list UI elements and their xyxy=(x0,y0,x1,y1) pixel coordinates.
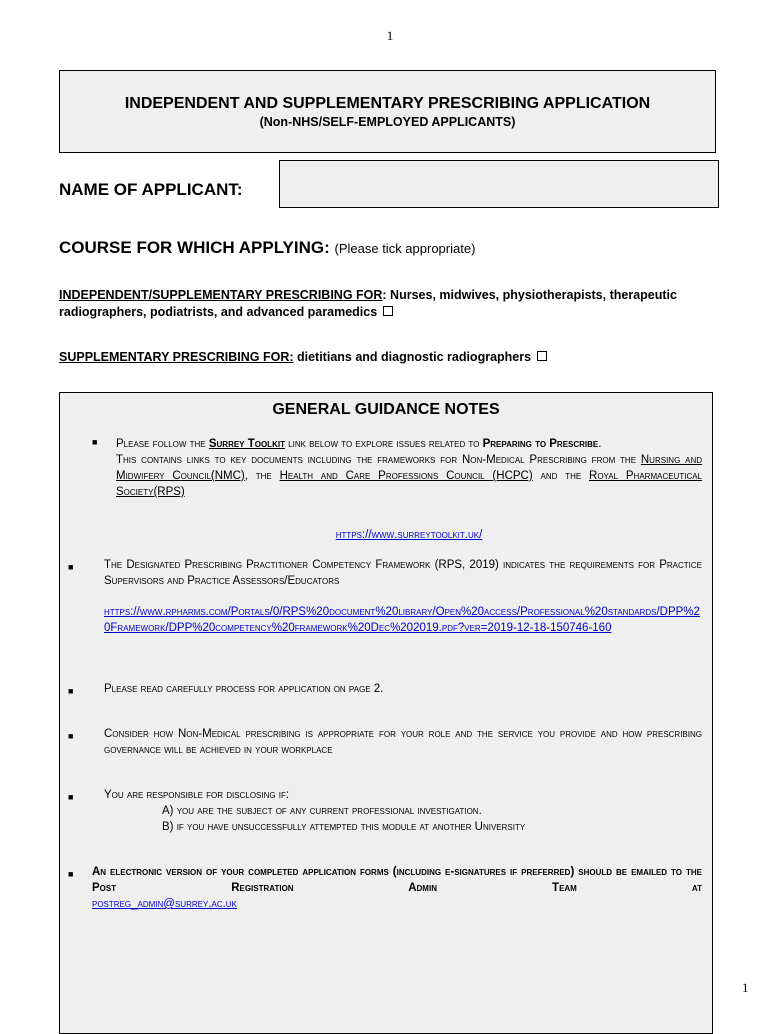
course-heading xyxy=(59,238,475,258)
guidance-box xyxy=(59,392,713,1034)
admin-email-link[interactable]: postreg_admin@surrey.ac.uk xyxy=(92,898,237,910)
option1-text: : Nurses, midwives, physiotherapists, therapeutic radiographers, podiatrists, and advanced paramedics xyxy=(59,288,677,319)
option1-lead: INDEPENDENT/SUPPLEMENTARY PRESCRIBING FOR xyxy=(59,288,383,302)
option2-checkbox[interactable] xyxy=(537,351,547,361)
page-number-bottom: 1 xyxy=(742,980,749,995)
page-number-top: 1 xyxy=(386,28,394,43)
bullet-icon: ■ xyxy=(92,437,98,447)
course-option-supplementary xyxy=(59,350,719,364)
option1-checkbox[interactable] xyxy=(383,306,393,316)
title-box xyxy=(59,70,716,153)
option2-text: dietitians and diagnostic radiographers xyxy=(293,350,532,364)
disclosure-item-b: B) if you have unsuccessfully attempted this module at another University xyxy=(162,821,526,833)
option2-lead: SUPPLEMENTARY PRESCRIBING FOR: xyxy=(59,350,294,364)
applicant-name-field[interactable] xyxy=(279,160,719,208)
surrey-toolkit-link[interactable]: https://www.surreytoolkit.uk/ xyxy=(335,529,483,541)
note1-line2-c: and the xyxy=(532,470,590,482)
guidance-note-toolkit xyxy=(116,436,702,500)
document-subtitle: (Non-NHS/SELF-EMPLOYED APPLICANTS) xyxy=(259,115,516,129)
note1-text-c: . xyxy=(598,438,602,450)
course-option-independent xyxy=(59,287,719,321)
nmc-label: Nursing and Midwifery Council(NMC) xyxy=(116,454,702,482)
document-title: INDEPENDENT AND SUPPLEMENTARY PRESCRIBING APPLICATION xyxy=(124,95,651,112)
bullet-icon: ■ xyxy=(68,869,74,879)
guidance-note-process: Please read carefully process for application on page 2. xyxy=(104,683,384,695)
bullet-icon: ■ xyxy=(68,686,74,696)
course-label: COURSE FOR WHICH APPLYING: xyxy=(59,238,330,257)
hcpc-label: Health and Care Professions Council (HCPC) xyxy=(279,470,533,482)
guidance-title: GENERAL GUIDANCE NOTES xyxy=(272,401,500,418)
course-note: (Please tick appropriate) xyxy=(334,241,476,256)
preparing-to-prescribe-label: Preparing to Prescribe xyxy=(482,438,599,450)
note1-line2-a: This contains links to key documents including the frameworks for Non-Medical Prescribing from the xyxy=(116,454,641,466)
guidance-note-disclosure: You are responsible for disclosing if: xyxy=(104,789,290,801)
note1-line2-b: , the xyxy=(244,470,280,482)
bullet-icon: ■ xyxy=(68,792,74,802)
note1-text-b: link below to explore issues related to xyxy=(284,438,483,450)
surrey-toolkit-label: Surrey Toolkit xyxy=(208,438,285,450)
bullet-icon: ■ xyxy=(68,731,74,741)
rps-label: Royal Pharmaceutical Society(RPS) xyxy=(116,470,703,498)
guidance-note-role: Consider how Non-Medical prescribing is appropriate for your role and the service you provide and how prescribing governance will be achieved in your workplace xyxy=(104,728,702,756)
rps-framework-link[interactable]: https://www.rpharms.com/Portals/0/RPS%20document%20library/Open%20access/Professional%20standards/DPP%20Framework/DPP%20competency%20framework%20Dec%202019.pdf?ver=2019-12-18-150746-160 xyxy=(104,606,700,634)
bullet-icon: ■ xyxy=(68,562,74,572)
guidance-note-email: An electronic version of your completed application forms (including e-signatures if preferred) should be emailed to the Post Registration Admin Team at xyxy=(92,866,702,894)
disclosure-item-a: A) you are the subject of any current professional investigation. xyxy=(162,805,482,817)
applicant-name-label: NAME OF APPLICANT: xyxy=(59,180,243,199)
guidance-note-framework: The Designated Prescribing Practitioner Competency Framework (RPS, 2019) indicates the requirements for Practice Supervisors and Practice Assessors/Educators xyxy=(104,559,702,587)
note1-text-a: Please follow the xyxy=(116,438,209,450)
